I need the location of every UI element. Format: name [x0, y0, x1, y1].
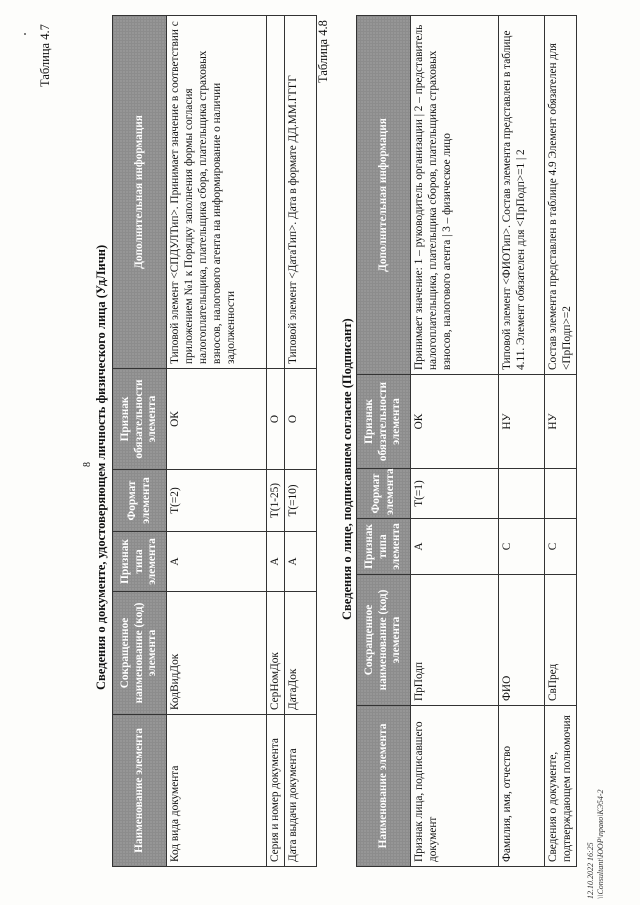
table-4-7-header-row	[113, 16, 167, 867]
cell-name: Серия и номер документа	[267, 715, 285, 867]
table-4-7-caption: Таблица 4.7	[38, 24, 52, 87]
cell-code: ПрПодп	[411, 575, 499, 706]
cell-required: О	[267, 369, 285, 470]
table-row	[167, 16, 267, 867]
footer-date: 12.10.2022 16:25	[586, 842, 595, 899]
table-4-8	[356, 15, 577, 867]
header-cell: Формат элемента	[113, 470, 167, 532]
cell-name: Дата выдачи документа	[285, 715, 317, 867]
header-cell: Сокращенное наименование (код) элемента	[357, 575, 411, 706]
table-row	[285, 16, 317, 867]
footer-path: \\Consultant\ЮОР\право\КЭ54-2	[596, 789, 605, 899]
table-row	[545, 16, 577, 867]
cell-code: ФИО	[499, 575, 545, 706]
cell-info: Принимает значение: 1 – руководитель организации | 2 – представитель налогоплательщика, плательщика сборов, плательщика страховых взносов, налогового агента | 3 – физическое лицо	[411, 16, 499, 375]
header-cell: Дополнительная информация	[357, 16, 411, 375]
header-cell: Наименование элемента	[113, 715, 167, 867]
cell-type: С	[499, 519, 545, 575]
cell-code: КодВидДок	[167, 592, 267, 715]
cell-type: А	[411, 519, 499, 575]
cell-type: С	[545, 519, 577, 575]
header-cell: Сокращенное наименование (код) элемента	[113, 592, 167, 715]
cell-format: Т(1-25)	[267, 470, 285, 532]
header-cell: Дополнительная информация	[113, 16, 167, 369]
cell-type: А	[267, 532, 285, 592]
table-4-8-caption: Таблица 4.8	[316, 20, 330, 83]
cell-format: Т(=2)	[167, 470, 267, 532]
table-row	[267, 16, 285, 867]
header-cell: Признак обязательности элемента	[357, 375, 411, 469]
table-4-7	[112, 15, 317, 867]
cell-name: Код вида документа	[167, 715, 267, 867]
cell-code: СвПред	[545, 575, 577, 706]
cell-code: ДатаДок	[285, 592, 317, 715]
page-number: 8	[82, 462, 93, 467]
cell-type: А	[167, 532, 267, 592]
cell-name: Сведения о документе, подтверждающем полномочия	[545, 706, 577, 867]
cell-format	[545, 469, 577, 519]
cell-format: Т(=10)	[285, 470, 317, 532]
cell-format	[499, 469, 545, 519]
table-row	[411, 16, 499, 867]
header-cell: Признак типа элемента	[357, 519, 411, 575]
table-row	[499, 16, 545, 867]
footer-note	[586, 789, 606, 899]
cell-name: Признак лица, подписавшего документ	[411, 706, 499, 867]
cell-required: О	[285, 369, 317, 470]
cell-type: А	[285, 532, 317, 592]
cell-name: Фамилия, имя, отчество	[499, 706, 545, 867]
header-cell: Наименование элемента	[357, 706, 411, 867]
header-cell: Формат элемента	[357, 469, 411, 519]
cell-required: ОК	[167, 369, 267, 470]
cell-info: Типовой элемент <ФИОТип>. Состав элемента представлен в таблице 4.11. Элемент обязателен для <ПрПодп>=1 | 2	[499, 16, 545, 375]
cell-format: Т(=1)	[411, 469, 499, 519]
table-4-8-header-row	[357, 16, 411, 867]
scan-speck	[24, 33, 26, 35]
cell-info: Типовой элемент <ДатаТип>. Дата в формате ДД.ММ.ГГГГ	[285, 16, 317, 369]
cell-info	[267, 16, 285, 369]
header-cell: Признак типа элемента	[113, 532, 167, 592]
header-cell: Признак обязательности элемента	[113, 369, 167, 470]
cell-info: Состав элемента представлен в таблице 4.9 Элемент обязателен для <ПрПодп>=2	[545, 16, 577, 375]
cell-required: НУ	[545, 375, 577, 469]
table-4-7-title: Сведения о документе, удостоверяющем личность физического лица (УдЛичн)	[94, 244, 108, 690]
cell-info: Типовой элемент <СПДУЛТип>. Принимает значение в соответствии с приложением №1 к Порядку заполнения формы согласия налогоплательщика, плательщика сбора, плательщика страховых взносов, налогового агента на информирование о наличии задолженности	[167, 16, 267, 369]
table-4-8-title: Сведения о лице, подписавшем согласие (Подписант)	[340, 318, 354, 620]
cell-required: НУ	[499, 375, 545, 469]
cell-code: СерНомДок	[267, 592, 285, 715]
cell-required: ОК	[411, 375, 499, 469]
